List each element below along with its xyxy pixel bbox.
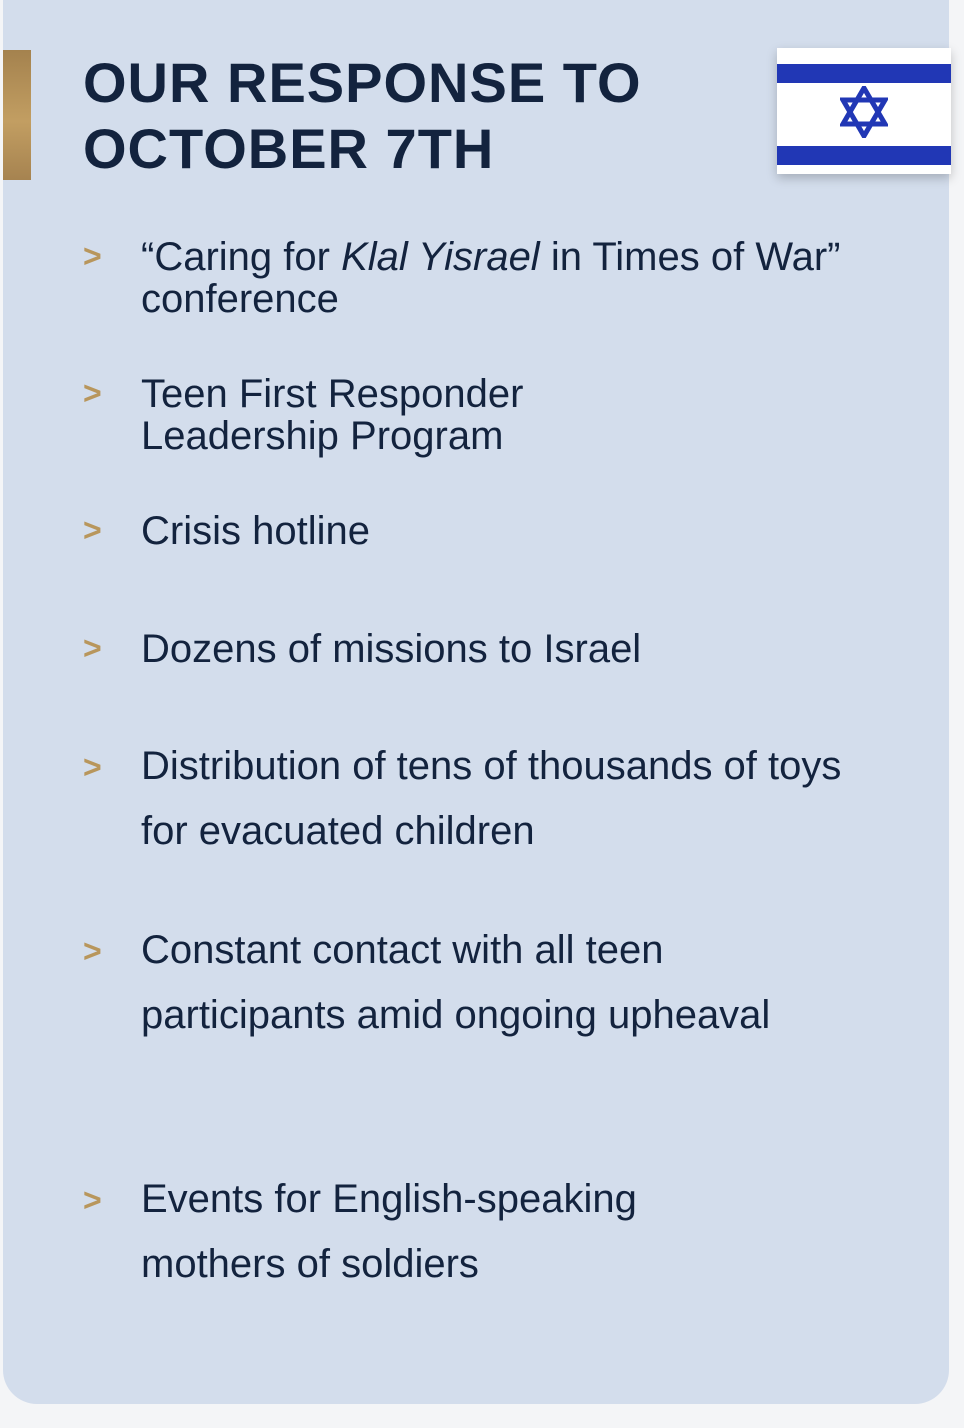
list-item-text: Constant contact with all teen participants amid ongoing upheaval	[141, 928, 771, 1037]
title-line-2: OCTOBER 7TH	[83, 117, 495, 180]
response-list	[3, 0, 949, 1404]
chevron-right-icon: >	[83, 375, 102, 411]
list-item-text: Distribution of tens of thousands of toys for evacuated children	[141, 744, 842, 853]
list-item-text: Dozens of missions to Israel	[141, 627, 642, 671]
item-prefix: “Caring for	[141, 235, 342, 279]
item-suffix: in Times of War” conference	[141, 235, 841, 321]
chevron-right-icon: >	[83, 238, 102, 274]
list-item-text: Crisis hotline	[141, 509, 370, 553]
chevron-right-icon: >	[83, 933, 102, 969]
item-italic: Klal Yisrael	[341, 235, 540, 279]
list-item-text: Events for English-speaking mothers of soldiers	[141, 1177, 637, 1286]
info-card	[3, 0, 949, 1404]
chevron-right-icon: >	[83, 1182, 102, 1218]
chevron-right-icon: >	[83, 512, 102, 548]
list-item-text: Teen First Responder Leadership Program	[141, 372, 524, 458]
chevron-right-icon: >	[83, 630, 102, 666]
chevron-right-icon: >	[83, 749, 102, 785]
list-item-text	[141, 236, 861, 320]
title-line-1: OUR RESPONSE TO	[83, 51, 642, 114]
